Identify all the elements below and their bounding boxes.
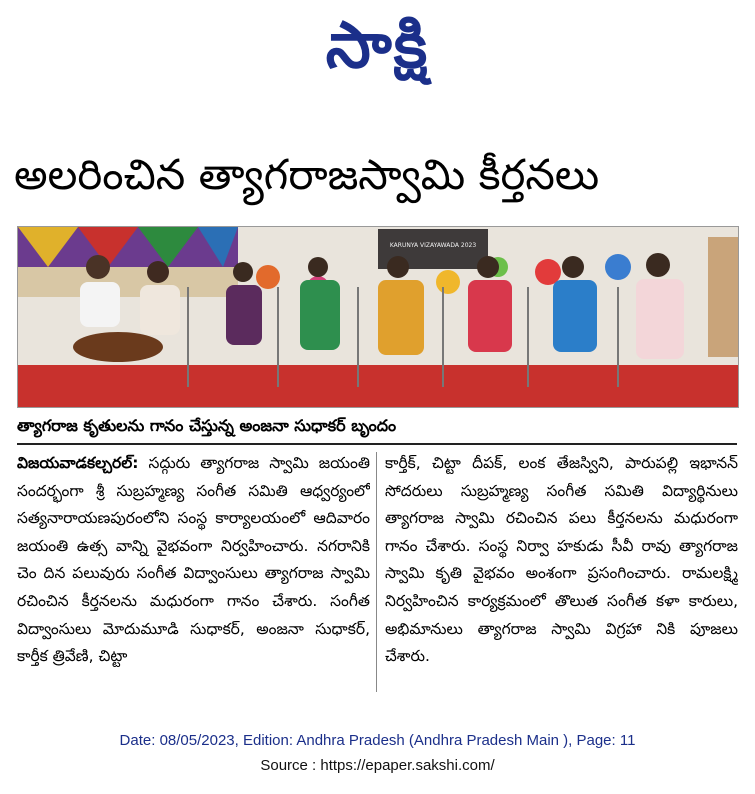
headline: అలరించిన త్యాగరాజస్వామి కీర్తనలు (14, 150, 600, 199)
footer-source: Source : https://epaper.sakshi.com/ (260, 757, 495, 774)
column-divider (376, 452, 377, 692)
caption-rule (17, 443, 737, 445)
article-photo (17, 226, 739, 408)
masthead (0, 8, 755, 98)
article-column-left (17, 450, 370, 700)
sakshi-logo: సాక్షి (325, 8, 430, 83)
footer-edition-info: Date: 08/05/2023, Edition: Andhra Pradesh (Andhra Pradesh Main ), Page: 11 (119, 732, 636, 749)
banner-text: KARUNYA VIZAYAWADA 2023 (389, 242, 477, 249)
dateline: విజయవాడకల్చరల్: (17, 454, 139, 472)
performance-photo-illustration (18, 227, 738, 407)
photo-caption: త్యాగరాజ కృతులను గానం చేస్తున్న అంజనా సుధాకర్ బృందం (17, 416, 397, 435)
article-text-left: సద్గురు త్యాగరాజ స్వామి జయంతి సందర్భంగా శ్రీ సుబ్రహ్మణ్య సంగీత సమితి ఆధ్వర్యంలో సత్యనారాయణపురంలోని సంస్థ కార్యాలయంలో ఆదివారం జయంతి ఉత్స వాన్ని వైభవంగా నిర్వహించారు. నగరానికి చెం దిన పలువురు సంగీత విద్వాంసులు త్యాగరాజ స్వామి రచించిన కీర్తనలను మధురంగా గానం చేశారు. సంగీత విద్వాంసులు మోదుమూడి సుధాకర్, అంజనా సుధాకర్, కార్తీక త్రివేణి, చిట్టా (17, 454, 370, 666)
article-text-right: కార్తీక్, చిట్టా దీపక్, లంక తేజస్విని, పారుపల్లి ఇభానన్ సోదరులు సుబ్రహ్మణ్య సంగీత సమితి విద్యార్థినులు త్యాగరాజ స్వామి రచించిన పలు కీర్తనలను మధురంగా గానం చేశారు. సంస్థ నిర్వా హకుడు సీవీ రావు త్యాగరాజ స్వామి కృతి వైభవం అంశంగా ప్రసంగించారు. రామలక్ష్మి నిర్వహించిన కార్యక్రమంలో తొలుత సంగీత కళా కారులు, అభిమానులు త్యాగరాజ స్వామి విగ్రహా నికి పూజలు చేశారు. (385, 454, 738, 666)
article-column-right (385, 450, 738, 700)
